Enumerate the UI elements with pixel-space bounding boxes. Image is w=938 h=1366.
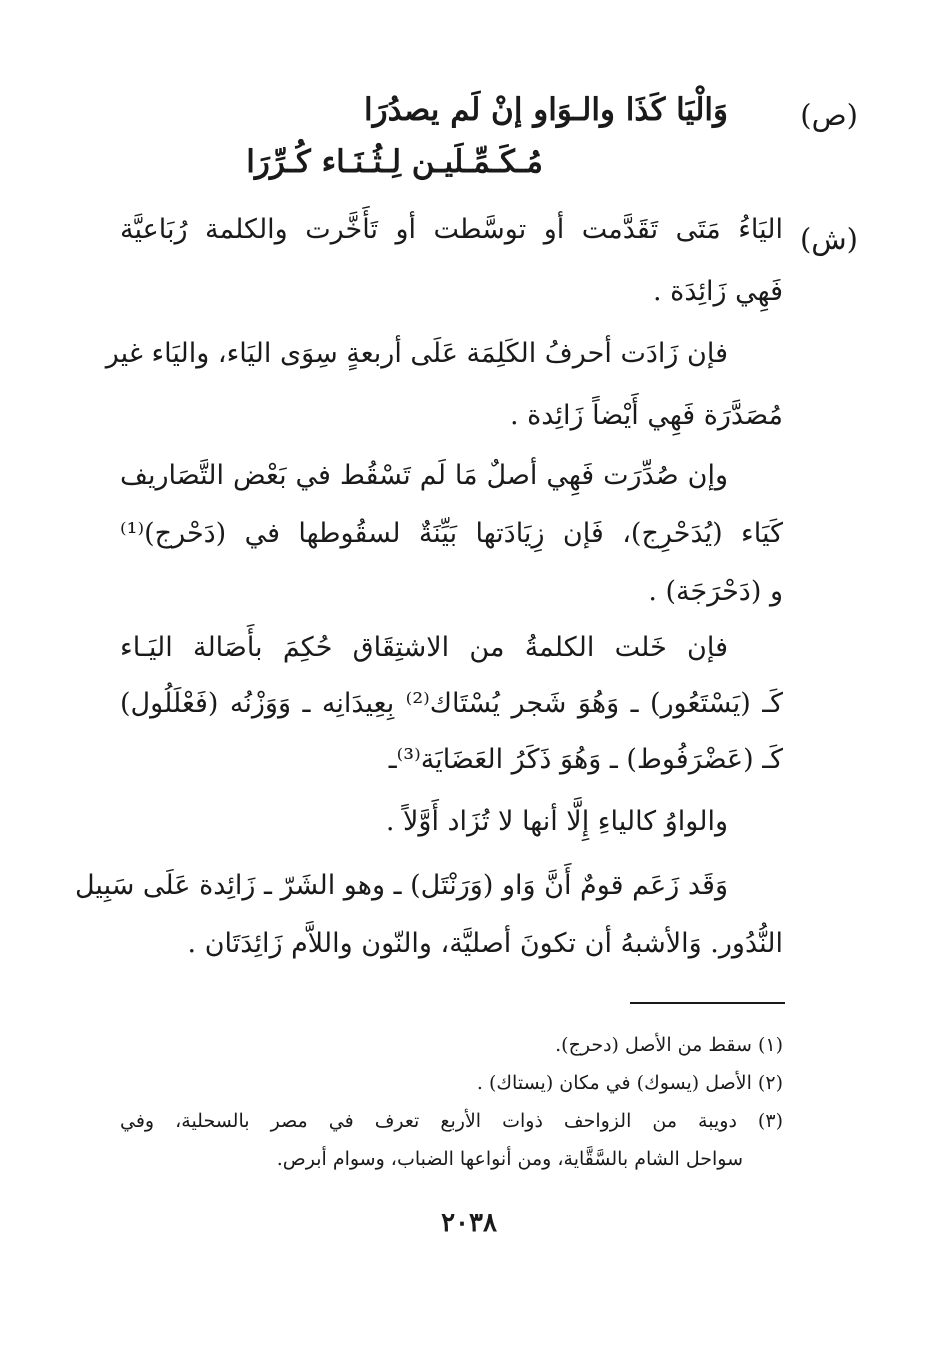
paragraph-3-line-3: و (دَحْرَجَة) .	[648, 576, 783, 607]
paragraph-2-line-2: مُصَدَّرَة فَهِي أَيْضاً زَائِدة .	[509, 400, 783, 431]
paragraph-5-line-1: والواوُ كالياءِ إِلَّا أنها لا تُزَاد أَوَّلاً .	[385, 806, 728, 837]
paragraph-1-line-2: فَهِي زَائِدَة .	[653, 276, 783, 307]
footnote-1: (١) سقط من الأصل (دحرج).	[555, 1034, 783, 1056]
verse-line-1: وَالْيَا كَذَا والـوَاو إنْ لَم يصدُرَا	[364, 92, 728, 128]
commentary-marker: (ش)	[799, 222, 858, 256]
paragraph-4-line-2: كَـ (يَسْتَعُور) ـ وَهُوَ شَجر يُسْتَاك⁽²⁾ بِعِيدَانِه ـ وَوَزْنُه (فَعْلَلُول)	[120, 688, 784, 719]
paragraph-1-line-1: اليَاءُ مَتَى تَقَدَّمت أو توسَّطت أو تَأَخَّرت والكلمة رُبَاعيَّة	[120, 214, 783, 245]
page-number: ٢٠٣٨	[441, 1208, 497, 1238]
paragraph-3-line-1: وإن صُدِّرَت فَهِي أصلٌ مَا لَم تَسْقُط في بَعْض التَّصَاريف	[120, 460, 728, 491]
paragraph-4-line-3: كَـ (عَضْرَفُوط) ـ وَهُوَ ذَكَرُ العَضَايَة⁽³⁾ـ	[388, 744, 783, 775]
paragraph-3-line-2: كَيَاء (يُدَحْرِج)، فَإن زِيَادَتها بَيِّنَةٌ لسقُوطها في (دَحْرج)⁽¹⁾	[120, 518, 783, 549]
footnote-3-line-2: سواحل الشام بالسَّقَّاية، ومن أنواعها الضباب، وسوام أبرص.	[276, 1148, 743, 1170]
verse-marker: (ص)	[800, 98, 858, 132]
paragraph-6-line-2: النُّدُور. وَالأشبهُ أن تكونَ أصليَّة، والنّون واللاَّم زَائِدَتَان .	[187, 928, 783, 959]
footnote-3-line-1: (٣) دويبة من الزواحف ذوات الأربع تعرف في مصر بالسحلية، وفي	[120, 1110, 783, 1132]
paragraph-6-line-1: وَقَد زَعَم قومٌ أَنَّ وَاو (وَرَنْتَل) ـ وهو الشَرّ ـ زَائِدة عَلَى سَبِيل	[74, 870, 728, 901]
paragraph-4-line-1: فإن خَلت الكلمةُ من الاشتِقَاق حُكِمَ بأَصَالة اليَـاء	[120, 632, 728, 663]
footnote-2: (٢) الأصل (يسوك) في مكان (يستاك) .	[476, 1072, 783, 1094]
verse-line-2: مُـكَـمِّـلَيـن لِـثُـنَـاء كُـرِّرَا	[246, 144, 543, 180]
paragraph-2-line-1: فإن زَادَت أحرفُ الكَلِمَة عَلَى أربعةٍ سِوَى اليَاء، واليَاء غير	[105, 338, 728, 369]
footnote-separator	[630, 1002, 785, 1004]
